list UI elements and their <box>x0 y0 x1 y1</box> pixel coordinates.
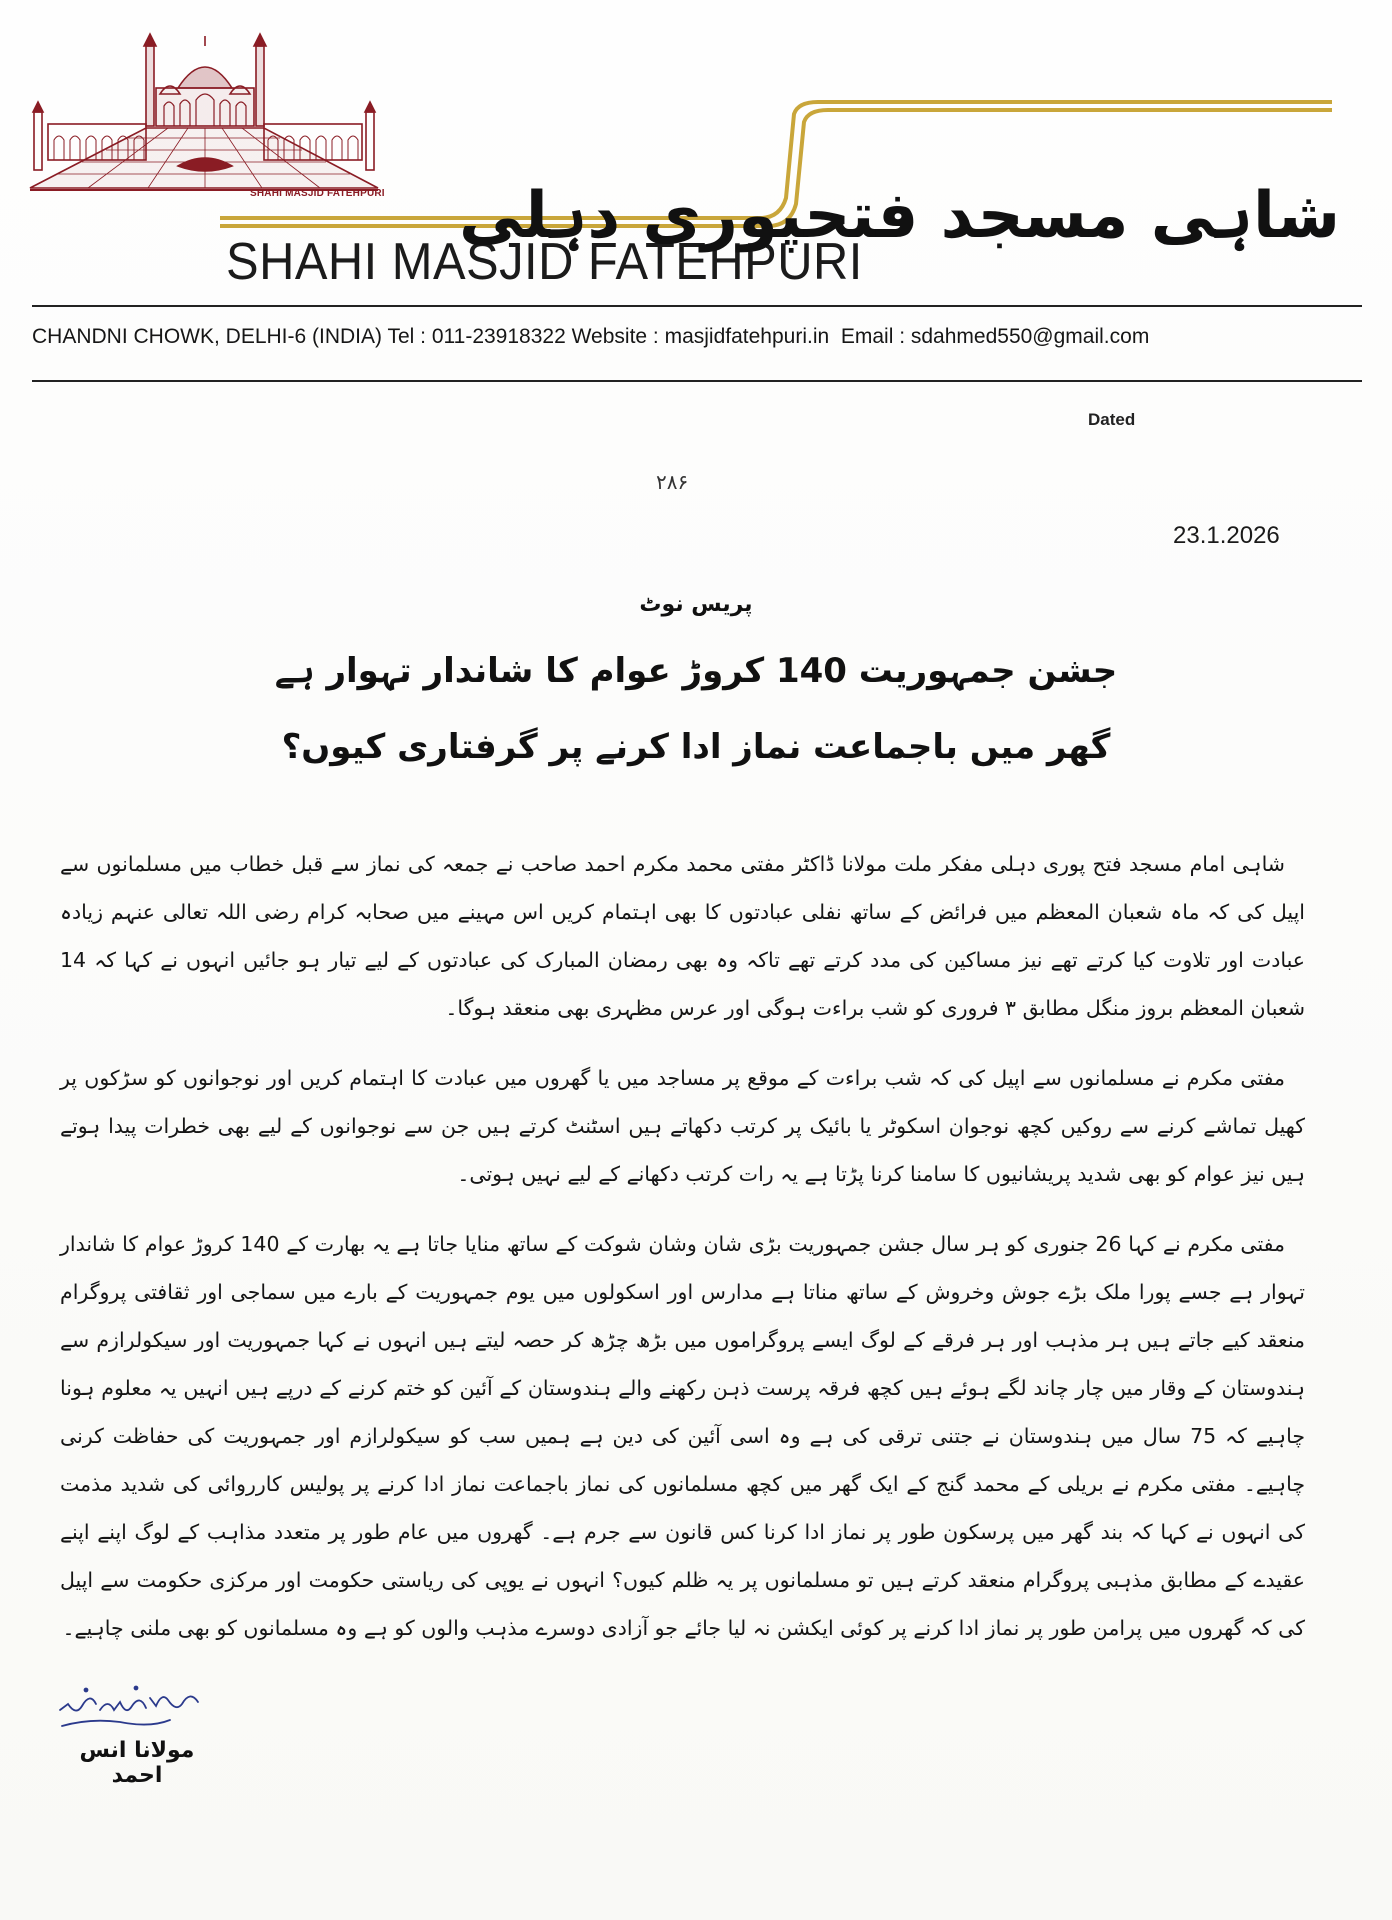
signatory-name: مولانا انس احمد <box>79 1738 195 1788</box>
address: CHANDNI CHOWK, DELHI-6 (INDIA) <box>32 325 383 348</box>
logo-caption: SHAHI MASJID FATEHPURI <box>250 188 385 199</box>
header-rule-bottom <box>32 380 1362 382</box>
press-note-body <box>60 840 1305 1674</box>
telephone: Tel : 011-23918322 <box>387 325 566 348</box>
website-link[interactable]: Website : masjidfatehpuri.in <box>571 325 830 348</box>
reference-number: ۲۸۶ <box>656 470 689 494</box>
paragraph-1: شاہی امام مسجد فتح پوری دہلی مفکر ملت مولانا ڈاکٹر مفتی محمد مکرم احمد صاحب نے جمعہ کی نماز سے قبل خطاب میں مسلمانوں سے اپیل کی کہ ماہ شعبان المعظم میں فرائض کے ساتھ نفلی عبادتوں کا بھی اہتمام کریں اس مہینے میں صحابہ کرام رضی اللہ تعالی عنہم زیادہ عبادت اور تلاوت کیا کرتے تھے نیز مساکین کی مدد کرتے تھے تاکہ وہ بھی رمضان المبارک کی عبادتوں کے لیے تیار ہو جائیں انہوں نے کہا کہ 14 شعبان المعظم بروز منگل مطابق ۳ فروری کو شب براءت ہوگی اور عرس مظہری بھی منعقد ہوگا۔ <box>60 852 1305 1020</box>
paragraph-3: مفتی مکرم نے کہا 26 جنوری کو ہر سال جشن جمہوریت بڑی شان وشان شوکت کے ساتھ منایا جاتا ہے یہ بھارت کے 140 کروڑ عوام کا شاندار تہوار ہے جسے پورا ملک بڑے جوش وخروش کے ساتھ مناتا ہے مدارس اور اسکولوں میں یوم جمہوریت کے بارے میں سماجی اور ثقافتی پروگرام منعقد کیے جاتے ہیں ہر مذہب اور ہر فرقے کے لوگ ایسے پروگراموں میں بڑھ چڑھ کر حصہ لیتے ہیں انہوں نے کہا جمہوریت اور سیکولرازم سے ہندوستان کے وقار میں چار چاند لگے ہوئے ہیں کچھ فرقہ پرست ذہن رکھنے والے ہندوستان کے آئین کو ختم کرنے کے درپے ہیں انہیں یہ معلوم ہونا چاہیے کہ 75 سال میں ہندوستان نے جتنی ترقی کی ہے وہ اسی آئین کی دین ہے ہمیں سب کو سیکولرازم اور جمہوریت کی حفاظت کرنی چاہیے۔ مفتی مکرم نے بریلی کے محمد گنج کے ایک گھر میں کچھ مسلمانوں کی نماز باجماعت نماز ادا کرنے پر پولیس کارروائی کی شدید مذمت کی انہوں نے کہا کہ بند گھر میں پرسکون طور پر نماز ادا کرنا کس قانون سے جرم ہے۔ گھروں میں عام طور پر متعدد مذاہب کے لوگ اپنے اپنے عقیدے کے مطابق مذہبی پروگرام منعقد کرتے ہیں تو مسلمانوں پر یہ ظلم کیوں؟ انہوں نے یوپی کی ریاستی حکومت اور مرکزی حکومت سے اپیل کی کہ گھروں میں پرامن طور پر نماز ادا کرنے پر کوئی ایکشن نہ لیا جائے جو آزادی دوسرے مذہب والوں کو ہے وہ مسلمانوں کو بھی ملنی چاہیے۔ <box>60 1232 1305 1640</box>
document-date: 23.1.2026 <box>1173 522 1280 549</box>
email-link[interactable]: Email : sdahmed550@gmail.com <box>840 325 1150 348</box>
header-rule-top <box>32 305 1362 307</box>
headline-line-1: جشن جمہوریت 140 کروڑ عوام کا شاندار تہوار ہے <box>274 651 1118 691</box>
press-note-title: پریس نوٹ <box>639 592 753 617</box>
dated-label: Dated <box>1088 410 1136 429</box>
handwritten-signature-icon <box>50 1680 210 1736</box>
brand-name-english: SHAHI MASJID FATEHPURI <box>226 233 863 291</box>
paragraph-2: مفتی مکرم نے مسلمانوں سے اپیل کی کہ شب براءت کے موقع پر مساجد میں یا گھروں میں عبادت کا اہتمام کریں اور نوجوانوں کو سڑکوں پر کھیل تماشے کرنے سے روکیں کچھ نوجوان اسکوٹر یا بائیک پر کرتب دکھاتے ہیں اسٹنٹ کرتے ہیں جن سے نوجوانوں کے لیے بھی خطرات پیدا ہوتے ہیں نیز عوام کو بھی شدید پریشانیوں کا سامنا کرنا پڑتا ہے یہ رات کرتب دکھانے کے لیے نہیں ہوتی۔ <box>60 1066 1305 1186</box>
headline-line-2: گھر میں باجماعت نماز ادا کرنے پر گرفتاری کیوں؟ <box>281 727 1111 767</box>
brand-name-urdu: شاہی مسجد فتحپوری دہلی <box>458 179 1340 253</box>
contact-line <box>32 325 1372 349</box>
